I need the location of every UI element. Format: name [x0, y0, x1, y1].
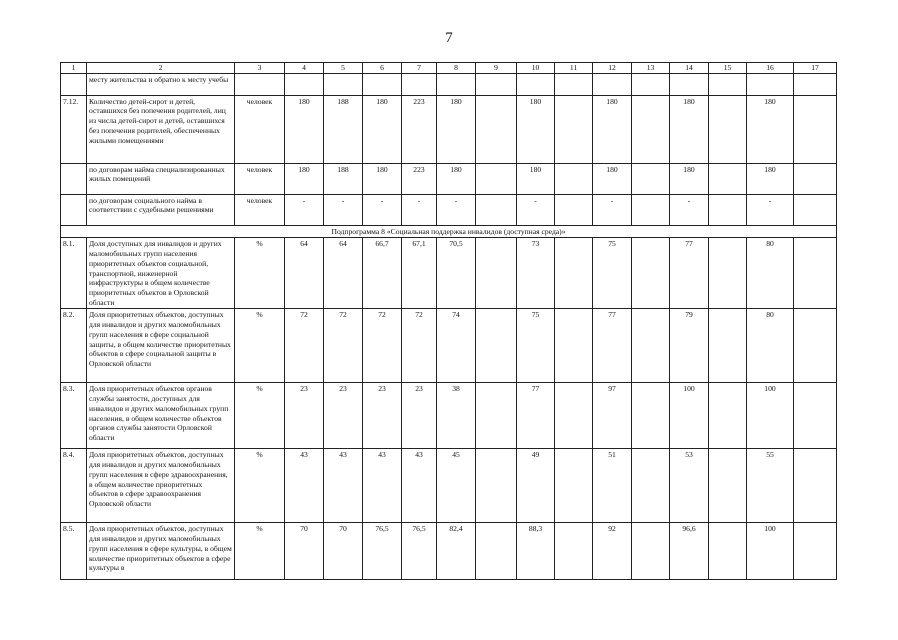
- value-cell: 188: [324, 163, 363, 194]
- unit-cell: человек: [235, 163, 285, 194]
- value-cell: 180: [437, 95, 476, 163]
- table-row: [61, 95, 837, 163]
- value-cell: 77: [517, 383, 555, 449]
- value-cell: [555, 523, 593, 580]
- value-cell: 74: [437, 309, 476, 383]
- value-cell: [593, 73, 632, 95]
- column-number: 1: [61, 63, 87, 74]
- subprogram-row: [61, 225, 837, 238]
- value-cell: 82,4: [437, 523, 476, 580]
- value-cell: [632, 449, 670, 523]
- value-cell: -: [324, 194, 363, 225]
- column-number: 9: [476, 63, 517, 74]
- table-row: [61, 523, 837, 580]
- row-number: 8.2.: [61, 309, 87, 383]
- value-cell: 72: [324, 309, 363, 383]
- subprogram-heading: Подпрограмма 8 «Социальная поддержка инвалидов (доступная среда)»: [61, 225, 837, 238]
- unit-cell: человек: [235, 194, 285, 225]
- value-cell: [632, 163, 670, 194]
- row-number: 7.12.: [61, 95, 87, 163]
- value-cell: [709, 95, 747, 163]
- value-cell: 88,3: [517, 523, 555, 580]
- value-cell: 180: [517, 95, 555, 163]
- value-cell: [632, 95, 670, 163]
- value-cell: 76,5: [363, 523, 402, 580]
- value-cell: [555, 449, 593, 523]
- row-number: [61, 194, 87, 225]
- value-cell: 73: [517, 238, 555, 309]
- value-cell: 72: [285, 309, 324, 383]
- value-cell: 180: [670, 163, 709, 194]
- indicator-name: Доля приоритетных объектов, доступных для инвалидов и других маломобильных групп населения в сфере культуры, в общем количестве приоритетных объектов в сфере культуры в: [87, 523, 235, 580]
- value-cell: 72: [363, 309, 402, 383]
- value-cell: 188: [324, 95, 363, 163]
- unit-cell: [235, 73, 285, 95]
- value-cell: 43: [363, 449, 402, 523]
- column-number: 8: [437, 63, 476, 74]
- indicator-name: Доля приоритетных объектов органов службы занятости, доступных для инвалидов и других маломобильных групп населения, в общем количестве объектов органов службы занятости Орловской области: [87, 383, 235, 449]
- value-cell: 223: [402, 163, 437, 194]
- value-cell: [632, 383, 670, 449]
- value-cell: [794, 73, 837, 95]
- indicator-name: Доля приоритетных объектов, доступных для инвалидов и других маломобильных групп населения в сфере социальной защиты, в общем количестве приоритетных объектов в сфере социальной защиты в Орловской области: [87, 309, 235, 383]
- unit-cell: %: [235, 449, 285, 523]
- value-cell: [476, 163, 517, 194]
- value-cell: -: [437, 194, 476, 225]
- value-cell: [709, 523, 747, 580]
- value-cell: 45: [437, 449, 476, 523]
- value-cell: 180: [670, 95, 709, 163]
- column-number: 15: [709, 63, 747, 74]
- row-number: 8.1.: [61, 238, 87, 309]
- value-cell: 72: [402, 309, 437, 383]
- row-number: [61, 163, 87, 194]
- value-cell: 64: [285, 238, 324, 309]
- value-cell: 70: [285, 523, 324, 580]
- value-cell: [476, 449, 517, 523]
- value-cell: [555, 73, 593, 95]
- value-cell: 51: [593, 449, 632, 523]
- value-cell: [555, 194, 593, 225]
- table-row: [61, 194, 837, 225]
- value-cell: 76,5: [402, 523, 437, 580]
- value-cell: [794, 95, 837, 163]
- value-cell: 80: [747, 309, 794, 383]
- indicator-name: Доля доступных для инвалидов и других маломобильных групп населения приоритетных объектов социальной, транспортной, инженерной инфраструктуры в общем количестве приоритетных объектов в Орловской области: [87, 238, 235, 309]
- column-number: 12: [593, 63, 632, 74]
- value-cell: [555, 95, 593, 163]
- value-cell: -: [747, 194, 794, 225]
- column-number: 3: [235, 63, 285, 74]
- table-row: [61, 163, 837, 194]
- value-cell: 43: [324, 449, 363, 523]
- value-cell: 180: [747, 163, 794, 194]
- page-number: 7: [445, 30, 453, 46]
- value-cell: 75: [517, 309, 555, 383]
- row-number: 8.3.: [61, 383, 87, 449]
- value-cell: [709, 73, 747, 95]
- value-cell: 64: [324, 238, 363, 309]
- value-cell: [670, 73, 709, 95]
- value-cell: [747, 73, 794, 95]
- column-number: 11: [555, 63, 593, 74]
- value-cell: 75: [593, 238, 632, 309]
- value-cell: [709, 194, 747, 225]
- value-cell: -: [363, 194, 402, 225]
- table-row: [61, 383, 837, 449]
- value-cell: 70: [324, 523, 363, 580]
- column-number: 16: [747, 63, 794, 74]
- value-cell: 96,6: [670, 523, 709, 580]
- indicator-name: Доля приоритетных объектов, доступных для инвалидов и других маломобильных групп населения в сфере здравоохранения, в общем количестве приоритетных объектов в сфере здравоохранения Орловской области: [87, 449, 235, 523]
- value-cell: 77: [670, 238, 709, 309]
- column-number: 14: [670, 63, 709, 74]
- value-cell: 100: [670, 383, 709, 449]
- row-number: 8.4.: [61, 449, 87, 523]
- value-cell: [632, 194, 670, 225]
- value-cell: -: [517, 194, 555, 225]
- value-cell: [324, 73, 363, 95]
- value-cell: [285, 73, 324, 95]
- value-cell: 180: [285, 163, 324, 194]
- column-number: 2: [87, 63, 235, 74]
- value-cell: 77: [593, 309, 632, 383]
- value-cell: 180: [747, 95, 794, 163]
- value-cell: 66,7: [363, 238, 402, 309]
- value-cell: [794, 449, 837, 523]
- value-cell: [402, 73, 437, 95]
- value-cell: 38: [437, 383, 476, 449]
- indicator-name: по договорам найма специализированных жилых помещений: [87, 163, 235, 194]
- value-cell: [476, 73, 517, 95]
- value-cell: 23: [363, 383, 402, 449]
- value-cell: 97: [593, 383, 632, 449]
- column-number: 6: [363, 63, 402, 74]
- value-cell: -: [285, 194, 324, 225]
- column-number: 10: [517, 63, 555, 74]
- value-cell: [794, 309, 837, 383]
- unit-cell: %: [235, 238, 285, 309]
- value-cell: [476, 194, 517, 225]
- value-cell: 23: [324, 383, 363, 449]
- value-cell: 92: [593, 523, 632, 580]
- value-cell: 180: [593, 163, 632, 194]
- value-cell: -: [402, 194, 437, 225]
- value-cell: [632, 73, 670, 95]
- value-cell: [632, 309, 670, 383]
- value-cell: [632, 523, 670, 580]
- table-row: [61, 309, 837, 383]
- value-cell: 23: [285, 383, 324, 449]
- value-cell: [794, 163, 837, 194]
- value-cell: [794, 523, 837, 580]
- value-cell: [555, 309, 593, 383]
- table-row: [61, 238, 837, 309]
- value-cell: [709, 238, 747, 309]
- indicator-name: по договорам социального найма в соответствии с судебными решениями: [87, 194, 235, 225]
- value-cell: 49: [517, 449, 555, 523]
- value-cell: [555, 163, 593, 194]
- indicator-name: Количество детей-сирот и детей, оставшихся без попечения родителей, лиц из числа детей-сирот и детей, оставшихся без попечения родителей, обеспеченных жилыми помещениями: [87, 95, 235, 163]
- value-cell: 80: [747, 238, 794, 309]
- column-number: 5: [324, 63, 363, 74]
- column-number: 7: [402, 63, 437, 74]
- value-cell: [632, 238, 670, 309]
- value-cell: 67,1: [402, 238, 437, 309]
- column-number: 13: [632, 63, 670, 74]
- value-cell: -: [670, 194, 709, 225]
- value-cell: 53: [670, 449, 709, 523]
- value-cell: [476, 309, 517, 383]
- value-cell: [794, 383, 837, 449]
- table-row: [61, 449, 837, 523]
- row-number: [61, 73, 87, 95]
- unit-cell: %: [235, 523, 285, 580]
- unit-cell: %: [235, 383, 285, 449]
- table-row: [61, 73, 837, 95]
- value-cell: [363, 73, 402, 95]
- unit-cell: человек: [235, 95, 285, 163]
- indicator-name: месту жительства и обратно к месту учебы: [87, 73, 235, 95]
- row-number: 8.5.: [61, 523, 87, 580]
- value-cell: 180: [437, 163, 476, 194]
- value-cell: [517, 73, 555, 95]
- value-cell: [555, 238, 593, 309]
- value-cell: 70,5: [437, 238, 476, 309]
- column-number: 17: [794, 63, 837, 74]
- value-cell: [437, 73, 476, 95]
- unit-cell: %: [235, 309, 285, 383]
- value-cell: [476, 383, 517, 449]
- indicators-table: [60, 62, 837, 580]
- value-cell: 180: [363, 95, 402, 163]
- value-cell: [709, 163, 747, 194]
- value-cell: 43: [402, 449, 437, 523]
- value-cell: 223: [402, 95, 437, 163]
- value-cell: -: [593, 194, 632, 225]
- value-cell: 180: [517, 163, 555, 194]
- value-cell: [476, 238, 517, 309]
- value-cell: 180: [363, 163, 402, 194]
- value-cell: [476, 523, 517, 580]
- value-cell: 79: [670, 309, 709, 383]
- value-cell: 180: [285, 95, 324, 163]
- value-cell: 100: [747, 383, 794, 449]
- value-cell: [709, 309, 747, 383]
- value-cell: 180: [593, 95, 632, 163]
- value-cell: 23: [402, 383, 437, 449]
- value-cell: 100: [747, 523, 794, 580]
- value-cell: [794, 238, 837, 309]
- column-number: 4: [285, 63, 324, 74]
- column-number-row: [61, 63, 837, 74]
- value-cell: [476, 95, 517, 163]
- value-cell: [555, 383, 593, 449]
- value-cell: [794, 194, 837, 225]
- value-cell: 55: [747, 449, 794, 523]
- value-cell: 43: [285, 449, 324, 523]
- value-cell: [709, 449, 747, 523]
- value-cell: [709, 383, 747, 449]
